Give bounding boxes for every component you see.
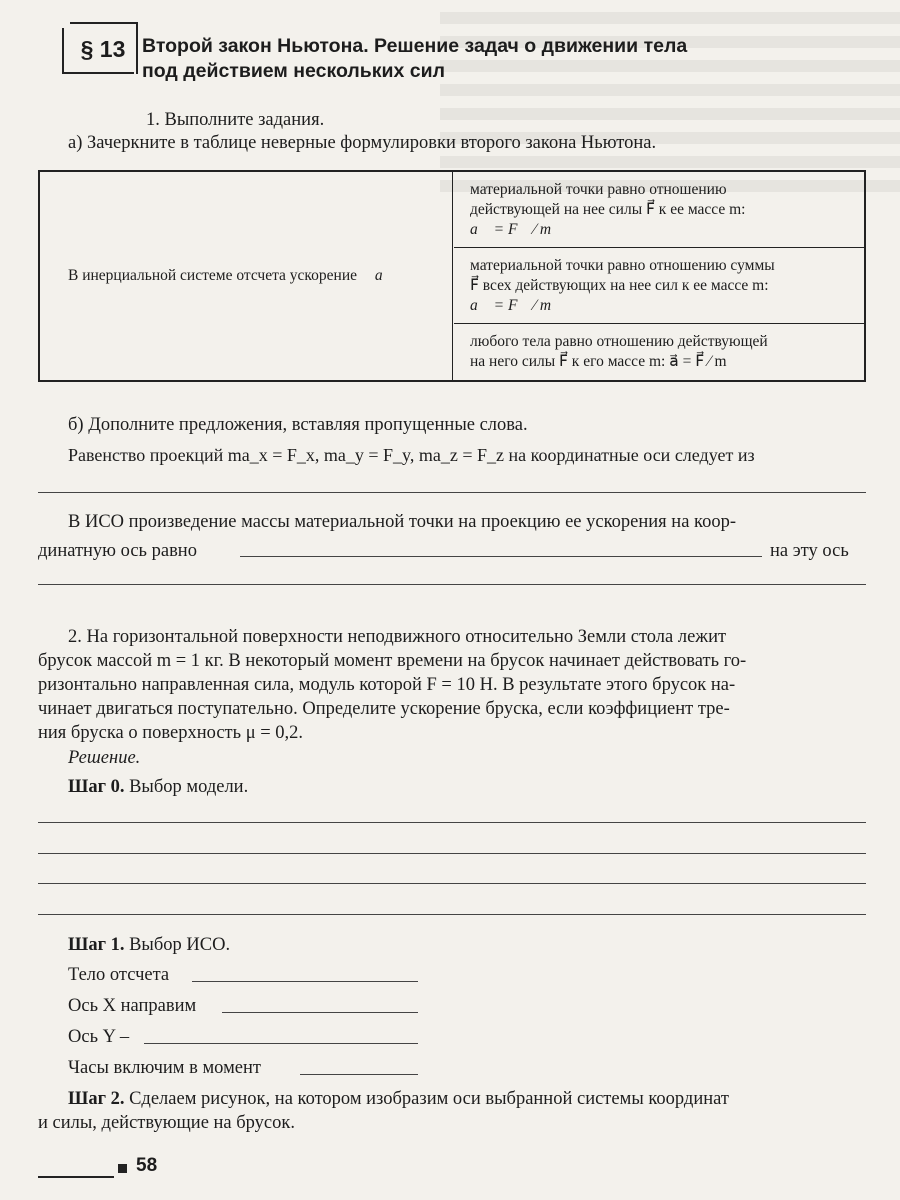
section-title-line2: под действием нескольких сил [142, 60, 445, 82]
task1-a-instruction: а) Зачеркните в таблице неверные формулировки второго закона Ньютона. [68, 133, 657, 153]
row2-line2: F⃗ всех действующих на нее сил к ее массе m: [470, 277, 769, 294]
iso-sentence-start: динатную ось равно [38, 541, 197, 561]
step1 [68, 933, 230, 957]
clock-label: Часы включим в момент [68, 1058, 261, 1078]
section-title [142, 34, 872, 84]
table-row-1[interactable] [454, 172, 864, 248]
axis-x-answer-line[interactable] [222, 1012, 418, 1013]
task1-heading: 1. Выполните задания. [146, 110, 325, 130]
solution-label: Решение. [68, 748, 141, 768]
newton-law-table [38, 170, 866, 382]
ref-body-label: Тело отсчета [68, 965, 170, 985]
answer-line[interactable] [38, 853, 866, 854]
axis-y-label: Ось Y – [68, 1027, 130, 1047]
footer-rule [38, 1176, 114, 1178]
acceleration-symbol: a⃗ [374, 267, 395, 284]
step2 [68, 1087, 729, 1111]
answer-line[interactable] [38, 492, 866, 493]
task1-b-instruction: б) Дополните предложения, вставляя пропущенные слова. [68, 415, 528, 435]
table-row-3[interactable] [454, 324, 864, 380]
task2-line3: ризонтально направленная сила, модуль которой F = 10 Н. В результате этого брусок на- [38, 675, 736, 695]
iso-sentence-end: на эту ось [770, 541, 849, 561]
row1-line1: материальной точки равно отношению [470, 181, 727, 198]
task2-line1: 2. На горизонтальной поверхности неподвижного относительно Земли стола лежит [68, 627, 727, 647]
step0-text: Выбор модели. [129, 777, 249, 797]
answer-line[interactable] [38, 584, 866, 585]
step0 [68, 775, 248, 799]
step2-label: Шаг 2. [68, 1089, 125, 1109]
answer-line[interactable] [38, 914, 866, 915]
table-left-text: В инерциальной системе отсчета ускорение [68, 267, 358, 284]
section-number: § 13 [70, 22, 138, 74]
task2-line2: брусок массой m = 1 кг. В некоторый момент времени на брусок начинает действовать го- [38, 651, 747, 671]
row3-line1: любого тела равно отношению действующей [470, 333, 768, 350]
step1-text: Выбор ИСО. [129, 935, 231, 955]
projection-sentence: Равенство проекций ma_x = F_x, ma_y = F_y, ma_z = F_z на координатные оси следует из [68, 445, 755, 465]
axis-y-answer-line[interactable] [144, 1043, 418, 1044]
answer-line[interactable] [38, 822, 866, 823]
page-number: 58 [136, 1155, 158, 1176]
step2-line2: и силы, действующие на брусок. [38, 1113, 296, 1133]
axis-x-label: Ось X направим [68, 996, 197, 1016]
step1-label: Шаг 1. [68, 935, 125, 955]
section-title-line1: Второй закон Ньютона. Решение задач о движении тела [142, 35, 688, 57]
table-left-cell [40, 172, 453, 380]
step2-line1: Сделаем рисунок, на котором изобразим оси выбранной системы координат [129, 1089, 729, 1109]
row1-line2: действующей на нее силы F⃗ к ее массе m: [470, 201, 746, 218]
answer-line[interactable] [240, 556, 762, 557]
row3-line2: на него силы F⃗ к его массе m: a⃗ = F⃗ ⁄ m [470, 353, 727, 370]
table-row-2[interactable] [454, 248, 864, 324]
step0-label: Шаг 0. [68, 777, 125, 797]
row2-line1: материальной точки равно отношению суммы [470, 257, 775, 274]
answer-line[interactable] [38, 883, 866, 884]
task2-line5: ния бруска о поверхность μ = 0,2. [38, 723, 304, 743]
ref-body-answer-line[interactable] [192, 981, 418, 982]
task2-line4: чинает двигаться поступательно. Определите ускорение бруска, если коэффициент тре- [38, 699, 730, 719]
row2-formula: a⃗ = F⃗ ⁄ m [470, 297, 552, 314]
footer-square-icon [118, 1164, 127, 1173]
iso-sentence-line1: В ИСО произведение массы материальной точки на проекцию ее ускорения на коор- [68, 512, 736, 532]
row1-formula: a⃗ = F⃗ ⁄ m [470, 221, 552, 238]
clock-answer-line[interactable] [300, 1074, 418, 1075]
